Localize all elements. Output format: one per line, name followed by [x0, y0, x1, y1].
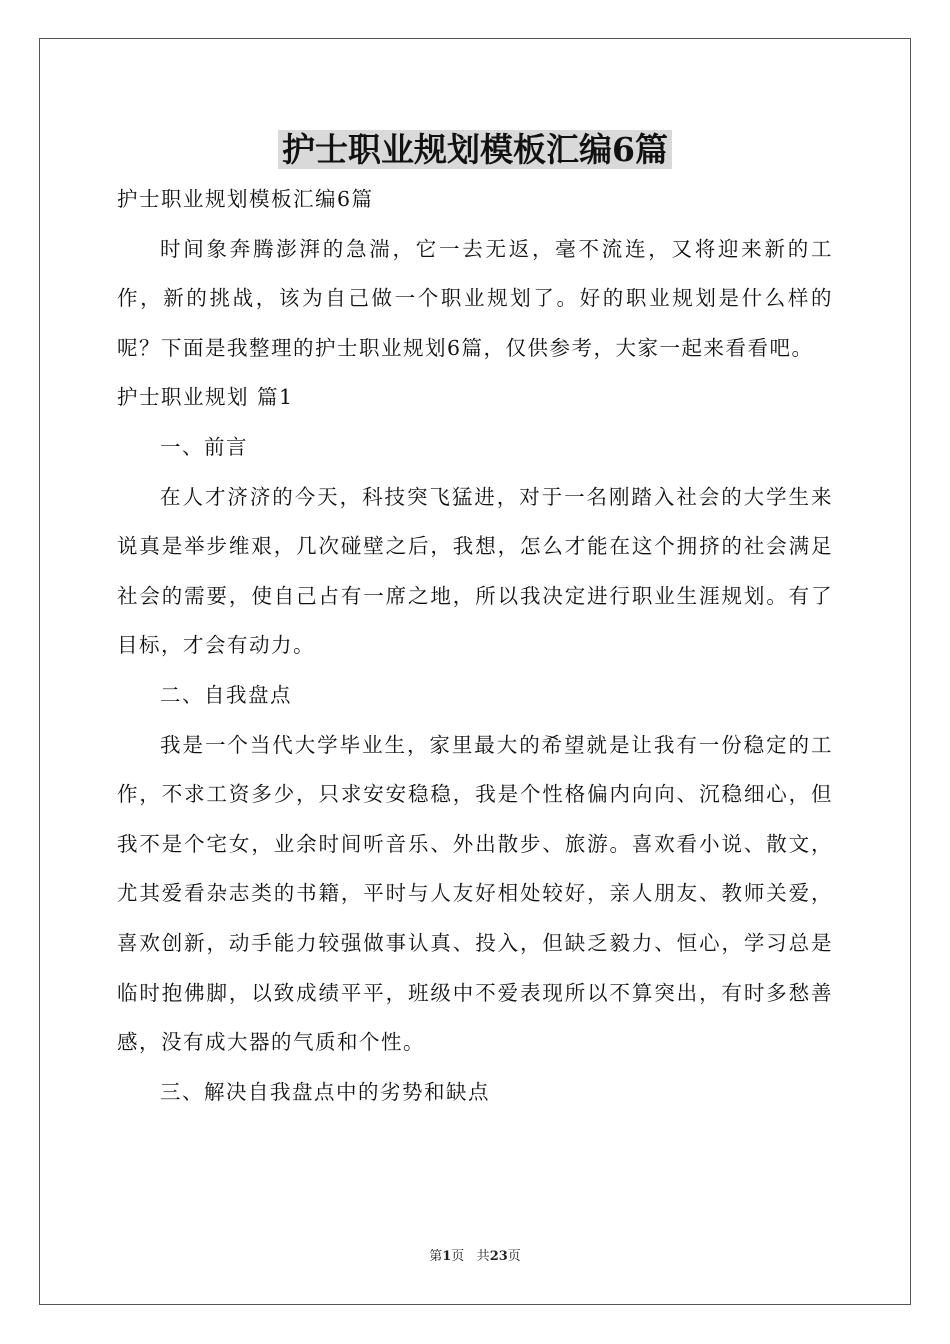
document-body	[117, 175, 833, 1117]
document-title-text: 护士职业规划模板汇编6篇	[278, 130, 672, 169]
intro-paragraph: 时间象奔腾澎湃的急湍，它一去无返，毫不流连，又将迎来新的工作，新的挑战，该为自己做一个职业规划了。好的职业规划是什么样的呢？下面是我整理的护士职业规划6篇，仅供参考，大家一起来看看吧。	[117, 236, 833, 360]
page-prefix: 第	[429, 1249, 443, 1264]
heading-preface: 一、前言	[160, 434, 249, 459]
page-current-number: 1	[442, 1249, 452, 1264]
subtitle-paragraph: 护士职业规划模板汇编6篇	[117, 187, 374, 211]
self-assessment-paragraph: 我是一个当代大学毕业生，家里最大的希望就是让我有一份稳定的工作，不求工资多少，只求安安稳稳，我是个性格偏内向向、沉稳细心，但我不是个宅女，业余时间听音乐、外出散步、旅游。喜欢看小说、散文，尤其爱看杂志类的书籍，平时与人友好相处较好，亲人朋友、教师关爱，喜欢创新，动手能力较强做事认真、投入，但缺乏毅力、恒心，学习总是临时抱佛脚，以致成绩平平，班级中不爱表现所以不算突出，有时多愁善感，没有成大器的气质和个性。	[117, 732, 833, 1055]
total-suffix: 页	[507, 1249, 521, 1264]
page-total-number: 23	[489, 1249, 508, 1264]
total-prefix: 共	[476, 1249, 490, 1264]
heading-self-assessment: 二、自我盘点	[160, 682, 293, 707]
page-footer	[0, 1247, 950, 1267]
document-title	[0, 126, 950, 174]
section-heading-part-1: 护士职业规划 篇1	[117, 385, 294, 410]
preface-paragraph: 在人才济济的今天，科技突飞猛进，对于一名刚踏入社会的大学生来说真是举步维艰，几次碰壁之后，我想，怎么才能在这个拥挤的社会满足社会的需要，使自己占有一席之地，所以我决定进行职业生涯规划。有了目标，才会有动力。	[117, 484, 833, 658]
heading-weakness-solution: 三、解决自我盘点中的劣势和缺点	[160, 1079, 491, 1104]
page-suffix: 页	[451, 1249, 465, 1264]
